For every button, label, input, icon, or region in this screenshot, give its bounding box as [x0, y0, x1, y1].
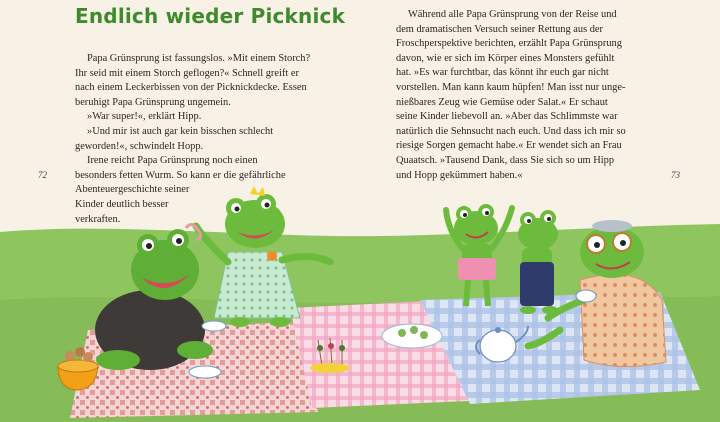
text-line: dem dramatischen Versuch seiner Rettung aus der	[396, 23, 603, 35]
text-line: Papa Grünsprung ist fassungslos. »Mit einem Storch?	[87, 53, 311, 64]
page-number-right: 73	[671, 170, 680, 180]
left-text-column	[75, 52, 315, 227]
text-line: Ihr seid mit einem Storch geflogen?« Schnell greift er	[75, 67, 299, 79]
page-title: Endlich wieder Picknick	[75, 4, 346, 28]
text-line: riesige Sorgen gemacht habe.« Er wendet sich an Frau	[396, 140, 622, 152]
text-line: beruhigt Papa Grünsprung ungemein.	[75, 96, 231, 108]
text-line: Quaatsch. »Tausend Dank, dass Sie sich so um Hipp	[396, 154, 615, 166]
hopp-frog	[518, 210, 558, 314]
text-line: Während alle Papa Grünsprung von der Reise und	[408, 9, 617, 20]
text-line: Irene reicht Papa Grünsprung noch einen	[87, 155, 258, 167]
text-line: nießbares Zeug wie Gemüse oder Salat.« Er schaut	[396, 96, 608, 108]
text-line: seine Kinder liebevoll an. »Aber das Schlimmste war	[396, 111, 618, 123]
text-line: Froschperspektive berichten, erzählt Papa Grünsprung	[396, 38, 622, 50]
text-line: und Hopp gekümmert haben.«	[396, 169, 523, 181]
text-line: nach einem Leckerbissen von der Picknickdecke. Essen	[75, 82, 307, 94]
page-number-left: 72	[38, 170, 47, 180]
text-line: Abenteuergeschichte seiner	[75, 184, 190, 196]
text-line: vorstellen. Man kann kaum hüpfen! Man isst nur unge-	[396, 81, 626, 93]
text-line: hat. »Es war furchtbar, das könnt ihr euch gar nicht	[396, 67, 609, 79]
text-line: »Und mir ist auch gar kein bisschen schlecht	[87, 125, 274, 137]
text-line: Kinder deutlich besser	[75, 198, 169, 210]
text-line: »War super!«, erklärt Hipp.	[87, 111, 202, 123]
right-text-column	[396, 8, 666, 183]
text-line: natürlich die Sehnsucht nach euch. Und dass ich mir so	[396, 125, 626, 137]
text-line: geworden!«, schwindelt Hopp.	[75, 140, 204, 152]
text-line: davon, wie er sich im Körper eines Monsters gefühlt	[396, 52, 615, 64]
text-line: verkraften.	[75, 213, 121, 225]
text-line: besonders fetten Wurm. So kann er die gefährliche	[75, 169, 286, 181]
